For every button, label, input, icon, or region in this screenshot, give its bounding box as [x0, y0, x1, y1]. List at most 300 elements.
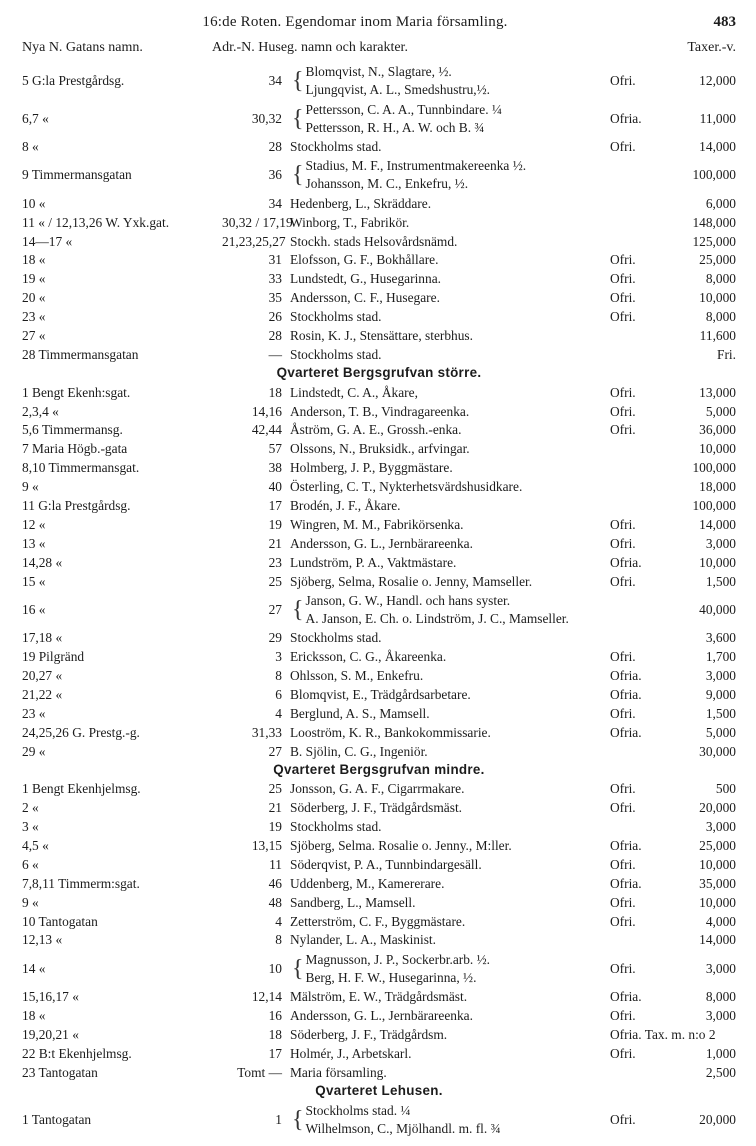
house-number: 21,23,25,27: [222, 233, 286, 249]
tax-status: Ofria.: [610, 989, 642, 1005]
property-row: [22, 194, 736, 213]
owner-name: A. Janson, E. Ch. o. Lindström, J. C., Mamseller.: [305, 610, 569, 626]
tax-value: 3,000: [705, 535, 736, 551]
house-number: 34: [268, 195, 282, 211]
owner-names: Söderberg, J. F., Trädgårdsmäst.: [290, 800, 463, 816]
owner-names: Söderberg, J. F., Trädgårdsm.: [290, 1026, 448, 1042]
owner-names: [290, 592, 610, 628]
property-row: [22, 931, 736, 950]
street-column-heading: Nya N. Gatans namn.: [22, 40, 143, 55]
property-row: [22, 572, 736, 591]
street-address: 21,22 «: [22, 686, 63, 702]
house-number: 18: [268, 384, 282, 400]
house-number: 19: [268, 819, 282, 835]
tax-value: 25,000: [699, 252, 736, 268]
tax-status: Ofria.: [610, 838, 642, 854]
tax-value: 5,000: [705, 724, 736, 740]
owner-name: Wilhelmson, C., Mjölhandl. m. fl. ¾: [305, 1120, 501, 1136]
property-row: [22, 289, 736, 308]
street-address: 18 «: [22, 1008, 46, 1024]
tax-value: 8,000: [705, 309, 736, 325]
house-number: 19: [268, 516, 282, 532]
property-row: [22, 893, 736, 912]
section-title: Qvarteret Bergsgrufvan mindre.: [273, 762, 485, 778]
property-row: [22, 138, 736, 157]
property-row: [22, 988, 736, 1007]
owner-names: Looström, K. R., Bankokommissarie.: [290, 724, 491, 740]
tax-value: 5,000: [705, 403, 736, 419]
tax-value: 11,000: [699, 110, 736, 126]
owner-names: [290, 157, 610, 193]
street-address: 10 Tantogatan: [22, 913, 98, 929]
house-number: 46: [268, 875, 282, 891]
house-number: 33: [268, 271, 282, 287]
page-number: 483: [713, 14, 736, 30]
property-row: [22, 497, 736, 516]
street-address: 23 Tantogatan: [22, 1064, 98, 1080]
tax-status: Ofri.: [610, 894, 636, 910]
owner-names: Brodén, J. F., Åkare.: [290, 497, 401, 513]
tax-value: 3,000: [705, 960, 736, 976]
tax-value: 1,000: [705, 1045, 736, 1061]
owner-names: Stockholms stad.: [290, 630, 382, 646]
owner-names: Stockholms stad.: [290, 819, 382, 835]
owner-name: Berg, H. F. W., Husegarinna, ½.: [305, 969, 477, 985]
tax-value: 14,000: [699, 516, 736, 532]
house-number: 57: [268, 441, 282, 457]
tax-value: 3,000: [705, 819, 736, 835]
owner-names: Elofsson, G. F., Bokhållare.: [290, 252, 439, 268]
property-row: [22, 459, 736, 478]
tax-status: Ofria.: [610, 668, 642, 683]
house-number: 42,44: [251, 422, 282, 438]
owner-names: Olssons, N., Bruksidk., arfvingar.: [290, 441, 470, 457]
street-address: 8 «: [22, 139, 39, 155]
running-header: [22, 14, 736, 40]
tax-status: Ofri.: [610, 309, 636, 325]
owner-names: Wingren, M. M., Fabrikörsenka.: [290, 516, 464, 532]
house-number: 25: [268, 781, 282, 797]
section-title: Qvarteret Bergsgrufvan större.: [276, 365, 482, 381]
street-address: 16 «: [22, 601, 46, 617]
owner-name: Janson, G. W., Handl. och hans syster.: [305, 592, 511, 608]
house-number: 23: [268, 554, 282, 570]
street-address: 10 «: [22, 195, 46, 211]
tax-value: 100,000: [692, 167, 736, 183]
street-address: 9 «: [22, 479, 39, 495]
street-address: 12 «: [22, 516, 46, 532]
house-number: 8: [275, 932, 282, 948]
property-row: [22, 553, 736, 572]
tax-status: Ofri.: [610, 72, 636, 88]
house-number: 27: [268, 601, 282, 617]
tax-value: 10,000: [699, 441, 736, 457]
tax-status: Ofria.: [610, 686, 642, 702]
house-number: 40: [268, 479, 282, 495]
house-number: 17: [268, 497, 282, 513]
street-address: 6 «: [22, 856, 39, 872]
house-number: 10: [268, 960, 282, 976]
brace-icon: {: [292, 955, 304, 982]
property-row: [22, 534, 736, 553]
property-row: [22, 402, 736, 421]
tax-value: 100,000: [692, 460, 736, 476]
street-address: 20,27 «: [22, 668, 63, 683]
owner-names: Söderqvist, P. A., Tunnbindargesäll.: [290, 856, 482, 872]
column-header: [22, 40, 736, 62]
street-address: 9 «: [22, 894, 39, 910]
tax-value: 148,000: [692, 214, 736, 230]
tax-value: 1,500: [705, 705, 736, 721]
owner-names: Anderson, T. B., Vindragareenka.: [290, 403, 470, 419]
street-address: 29 «: [22, 743, 46, 759]
tax-value: 10,000: [699, 894, 736, 910]
street-address: 1 Tantogatan: [22, 1111, 92, 1127]
owner-names: [290, 101, 610, 137]
tax-status: Ofri.: [610, 856, 636, 872]
tax-status: Ofri.: [610, 1111, 636, 1127]
street-address: 3 «: [22, 819, 39, 835]
owner-names: Holmér, J., Arbetskarl.: [290, 1045, 412, 1061]
tax-status: Ofri.: [610, 800, 636, 816]
tax-value: 10,000: [699, 290, 736, 306]
property-row: [22, 742, 736, 761]
street-address: 22 B:t Ekenhjelmsg.: [22, 1045, 132, 1061]
tax-column-heading: Taxer.-v.: [687, 40, 736, 55]
owner-names: Sjöberg, Selma. Rosalie o. Jenny., M:ller.: [290, 838, 512, 854]
street-address: 1 Bengt Ekenh:sgat.: [22, 384, 131, 400]
tax-status: Ofri.: [610, 1045, 636, 1061]
house-number: 21: [268, 535, 282, 551]
property-row: [22, 1044, 736, 1063]
owner-names: Hedenberg, L., Skräddare.: [290, 195, 432, 211]
tax-value: 500: [715, 781, 736, 797]
street-address: 23 «: [22, 309, 46, 325]
owner-names: Stockholms stad.: [290, 346, 382, 362]
house-number: 17: [268, 1045, 282, 1061]
house-number: 25: [268, 573, 282, 589]
owner-names: Lindstedt, C. A., Åkare,: [290, 384, 418, 400]
owner-names: Berglund, A. S., Mamsell.: [290, 705, 430, 721]
tax-value: 14,000: [699, 932, 736, 948]
street-address: 1 Bengt Ekenhjelmsg.: [22, 781, 141, 797]
tax-status: Ofri.: [610, 573, 636, 589]
street-address: 14,28 «: [22, 554, 63, 570]
tax-status: Ofria.: [610, 875, 642, 891]
street-address: 27 «: [22, 327, 46, 343]
property-row: [22, 62, 736, 100]
tax-value: 3,000: [705, 1008, 736, 1024]
owner-names: Stockholms stad.: [290, 309, 382, 325]
owner-names: Winborg, T., Fabrikör.: [290, 214, 410, 230]
owner-names: Jonsson, G. A. F., Cigarrmakare.: [290, 781, 465, 797]
property-row: [22, 629, 736, 648]
house-number: 34: [268, 72, 282, 88]
property-row: [22, 1026, 736, 1045]
property-row: [22, 1063, 736, 1082]
tax-value: 10,000: [699, 554, 736, 570]
tax-status: Ofri.: [610, 649, 636, 665]
owner-names: Nylander, L. A., Maskinist.: [290, 932, 437, 948]
owner-name: Ljungqvist, A. L., Smedshustru,½.: [305, 81, 491, 97]
street-address: 6,7 «: [22, 110, 49, 126]
house-number: 30,32: [251, 110, 282, 126]
house-number: 16: [268, 1008, 282, 1024]
street-address: 2,3,4 «: [22, 403, 59, 419]
owner-names: Holmberg, J. P., Byggmästare.: [290, 460, 453, 476]
brace-icon: {: [292, 596, 304, 623]
owner-names: Åström, G. A. E., Grossh.-enka.: [290, 422, 462, 438]
property-row: [22, 874, 736, 893]
street-address: 15 «: [22, 573, 46, 589]
tax-status: Ofri.: [610, 384, 636, 400]
property-row: [22, 345, 736, 364]
tax-value: 8,000: [705, 989, 736, 1005]
owner-name: Stadius, M. F., Instrumentmakereenka ½.: [305, 158, 527, 174]
house-number: 1: [275, 1111, 282, 1127]
owner-names: Ericksson, C. G., Åkareenka.: [290, 649, 447, 665]
street-address: 8,10 Timmermansgat.: [22, 460, 140, 476]
brace-icon: {: [292, 162, 304, 189]
owner-names: Sjöberg, Selma, Rosalie o. Jenny, Mamseller.: [290, 573, 533, 589]
owner-name: Blomqvist, N., Slagtare, ½.: [305, 63, 452, 79]
owner-names: Österling, C. T., Nykterhetsvärdshusidkare.: [290, 479, 523, 495]
owner-lines: [306, 592, 569, 628]
owner-names: Zetterström, C. F., Byggmästare.: [290, 913, 466, 929]
tax-status: Ofria.: [610, 724, 642, 740]
owner-names: Uddenberg, M., Kamererare.: [290, 875, 445, 891]
tax-status: Ofri.: [610, 535, 636, 551]
owner-names: Lundstedt, G., Husegarinna.: [290, 271, 441, 287]
property-row: [22, 308, 736, 327]
house-number: —: [268, 346, 282, 362]
house-number: 28: [268, 139, 282, 155]
owner-lines: [306, 1102, 501, 1138]
street-address: 19,20,21 «: [22, 1026, 79, 1042]
property-row: [22, 1101, 736, 1139]
street-address: 15,16,17 «: [22, 989, 79, 1005]
street-address: 4,5 «: [22, 838, 49, 854]
tax-status: Ofri.: [610, 290, 636, 306]
property-row: [22, 648, 736, 667]
street-address: 18 «: [22, 252, 46, 268]
tax-value: 125,000: [692, 233, 736, 249]
house-number: 4: [275, 913, 282, 929]
owner-name: Pettersson, R. H., A. W. och B. ¾: [305, 119, 485, 135]
house-number: 12,14: [251, 989, 282, 1005]
property-row: [22, 1007, 736, 1026]
house-number: 31,33: [251, 724, 282, 740]
owner-name: Magnusson, J. P., Sockerbr.arb. ½.: [305, 951, 491, 967]
house-number: 4: [275, 705, 282, 721]
brace-icon: {: [292, 105, 304, 132]
tax-value: 18,000: [699, 479, 736, 495]
owner-names: [290, 63, 610, 99]
owner-names: [290, 1102, 610, 1138]
owner-names: B. Sjölin, C. G., Ingeniör.: [290, 743, 428, 759]
tax-value: 20,000: [699, 800, 736, 816]
street-address: 2 «: [22, 800, 39, 816]
house-number: 35: [268, 290, 282, 306]
street-address: 20 «: [22, 290, 46, 306]
tax-status: Ofri.: [610, 705, 636, 721]
owner-name: Pettersson, C. A. A., Tunnbindare. ¼: [305, 101, 502, 117]
owner-lines: [306, 101, 502, 137]
owner-column-heading: Adr.-N. Huseg. namn och karakter.: [212, 40, 408, 55]
house-number: 38: [268, 460, 282, 476]
tax-value: Fri.: [717, 346, 736, 362]
owner-names: Maria församling.: [290, 1064, 387, 1080]
property-row: [22, 383, 736, 402]
street-address: 17,18 «: [22, 630, 63, 646]
house-number: 3: [275, 649, 282, 665]
tax-status: Ofri.: [610, 252, 636, 268]
owner-names: Stockholms stad.: [290, 139, 382, 155]
street-address: 12,13 «: [22, 932, 63, 948]
house-number: 30,32 / 17,19: [222, 214, 293, 230]
tax-value: 30,000: [699, 743, 736, 759]
property-row: [22, 818, 736, 837]
tax-status: Ofri.: [610, 913, 636, 929]
property-row: [22, 667, 736, 686]
property-row: [22, 270, 736, 289]
tax-status: Ofri.: [610, 271, 636, 287]
tax-status: Ofria.: [610, 554, 642, 570]
tax-value: 3,600: [705, 630, 736, 646]
street-address: 19 Pilgränd: [22, 649, 85, 665]
tax-value: 6,000: [705, 195, 736, 211]
house-number: 14,16: [251, 403, 282, 419]
owner-names: Sandberg, L., Mamsell.: [290, 894, 416, 910]
property-row: [22, 912, 736, 931]
owner-names: Andersson, G. L., Jernbärareenka.: [290, 535, 473, 551]
tax-status: Ofri.: [610, 960, 636, 976]
street-address: 9 Timmermansgatan: [22, 167, 132, 183]
tax-value: 36,000: [699, 422, 736, 438]
tax-value: 3,000: [705, 668, 736, 683]
street-address: 23 «: [22, 705, 46, 721]
street-address: 5,6 Timmermansg.: [22, 422, 123, 438]
property-row: [22, 478, 736, 497]
property-row: [22, 855, 736, 874]
owner-lines: [306, 63, 491, 99]
ledger-body: [22, 62, 736, 1139]
property-row: [22, 799, 736, 818]
owner-names: Mälström, E. W., Trädgårdsmäst.: [290, 989, 468, 1005]
tax-status: Ofri.: [610, 422, 636, 438]
tax-status: Ofria. Tax. m. n:o 2: [610, 1026, 716, 1042]
house-number: 21: [268, 800, 282, 816]
street-address: 7,8,11 Timmerm:sgat.: [22, 875, 140, 891]
property-row: [22, 251, 736, 270]
owner-names: Rosin, K. J., Stensättare, sterbhus.: [290, 327, 473, 343]
house-number: 18: [268, 1026, 282, 1042]
tax-value: 11,600: [699, 327, 736, 343]
tax-value: 10,000: [699, 856, 736, 872]
property-row: [22, 440, 736, 459]
house-number: 26: [268, 309, 282, 325]
street-address: 7 Maria Högb.-gata: [22, 441, 128, 457]
street-address: 5 G:la Prestgårdsg.: [22, 72, 125, 88]
tax-value: 13,000: [699, 384, 736, 400]
house-number: 28: [268, 327, 282, 343]
tax-status: Ofri.: [610, 139, 636, 155]
street-address: 13 «: [22, 535, 46, 551]
owner-names: Blomqvist, E., Trädgårdsarbetare.: [290, 686, 471, 702]
tax-value: 8,000: [705, 271, 736, 287]
brace-icon: {: [292, 67, 304, 94]
owner-names: Andersson, G. L., Jernbärareenka.: [290, 1008, 473, 1024]
tax-status: Ofri.: [610, 781, 636, 797]
house-number: 48: [268, 894, 282, 910]
owner-names: Ohlsson, S. M., Enkefru.: [290, 668, 424, 683]
property-row: [22, 780, 736, 799]
tax-value: 1,500: [705, 573, 736, 589]
house-number: 36: [268, 167, 282, 183]
owner-names: Stockh. stads Helsovårdsnämd.: [290, 233, 458, 249]
owner-lines: [306, 157, 527, 193]
tax-value: 2,500: [705, 1064, 736, 1080]
property-row: [22, 213, 736, 232]
owner-lines: [306, 951, 491, 987]
tax-value: 4,000: [705, 913, 736, 929]
property-row: [22, 685, 736, 704]
street-address: 24,25,26 G. Prestg.-g.: [22, 724, 140, 740]
section-title: Qvarteret Lehusen.: [315, 1083, 443, 1099]
tax-value: 100,000: [692, 497, 736, 513]
tax-value: 20,000: [699, 1111, 736, 1127]
property-row: [22, 100, 736, 138]
owner-names: Lundström, P. A., Vaktmästare.: [290, 554, 457, 570]
house-number: 8: [275, 668, 282, 683]
property-row: [22, 704, 736, 723]
property-row: [22, 591, 736, 629]
owner-name: Stockholms stad. ¼: [305, 1102, 411, 1118]
brace-icon: {: [292, 1106, 304, 1133]
street-address: 11 « / 12,13,26 W. Yxk.gat.: [22, 214, 170, 230]
page-title: 16:de Roten. Egendomar inom Maria församling.: [202, 14, 508, 30]
tax-value: 14,000: [699, 139, 736, 155]
property-row: [22, 156, 736, 194]
tax-status: Ofria.: [610, 110, 642, 126]
tax-value: 25,000: [699, 838, 736, 854]
street-address: 14—17 «: [22, 233, 73, 249]
tax-value: 9,000: [705, 686, 736, 702]
tax-value: 1,700: [705, 649, 736, 665]
owner-names: [290, 951, 610, 987]
tax-value: 12,000: [699, 72, 736, 88]
house-number: Tomt —: [237, 1064, 282, 1080]
property-row: [22, 837, 736, 856]
owner-name: Johansson, M. C., Enkefru, ½.: [305, 176, 469, 192]
house-number: 31: [268, 252, 282, 268]
property-row: [22, 327, 736, 346]
street-address: 28 Timmermansgatan: [22, 346, 139, 362]
street-address: 11 G:la Prestgårdsg.: [22, 497, 131, 513]
property-row: [22, 421, 736, 440]
tax-status: Ofri.: [610, 403, 636, 419]
street-address: 19 «: [22, 271, 46, 287]
owner-names: Andersson, C. F., Husegare.: [290, 290, 440, 306]
tax-value: 35,000: [699, 875, 736, 891]
house-number: 29: [268, 630, 282, 646]
house-number: 6: [275, 686, 282, 702]
tax-status: Ofri.: [610, 516, 636, 532]
tax-value: 40,000: [699, 601, 736, 617]
house-number: 13,15: [251, 838, 282, 854]
property-row: [22, 950, 736, 988]
property-row: [22, 515, 736, 534]
